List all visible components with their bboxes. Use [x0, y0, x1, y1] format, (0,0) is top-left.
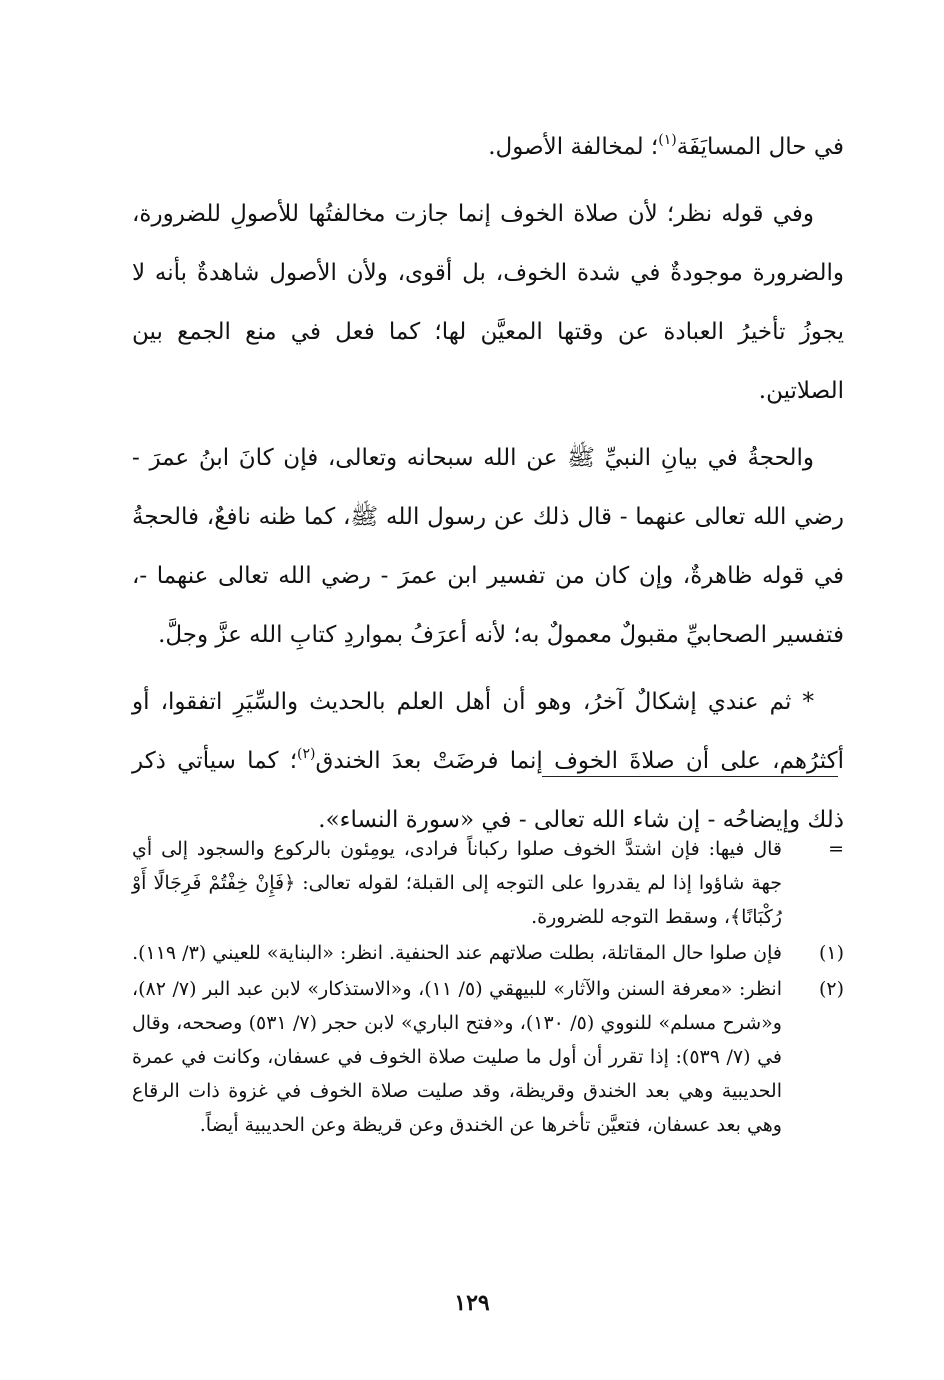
paragraph-3: والحجةُ في بيانِ النبيِّ ﷺ عن الله سبحانه وتعالى، فإن كانَ ابنُ عمرَ - رضي الله تعالى عنهما - قال ذلك عن رسول الله ﷺ، كما ظنه نافعٌ، فالحجةُ في قوله ظاهرةٌ، وإن كان من تفسير ابن عمرَ - رضي الله تعالى عنهما -، فتفسير الصحابيِّ مقبولٌ معمولٌ به؛ لأنه أعرَفُ بمواردِ كتابِ الله عزَّ وجلَّ.	[132, 445, 844, 648]
footnote-text: فإن صلوا حال المقاتلة، بطلت صلاتهم عند الحنفية. انظر: «البناية» للعيني (٣/ ١١٩).	[132, 942, 782, 964]
paragraph-2: وفي قوله نظر؛ لأن صلاة الخوف إنما جازت مخالفتُها للأصولِ للضرورة، والضرورة موجودةٌ في شدة الخوف، بل أقوى، ولأن الأصول شاهدةٌ بأنه لا يجوزُ تأخيرُ العبادة عن وقتها المعيَّن لها؛ كما فعل في منع الجمع بين الصلاتين.	[132, 201, 844, 404]
footnote-ref-2: (٢)	[297, 746, 316, 762]
paragraph-1	[132, 118, 844, 177]
page-number: ١٢٩	[454, 1290, 490, 1316]
main-text	[132, 118, 844, 858]
paragraph-text: ؛ كما سيأتي ذكر ذلك وإيضاحُه - إن شاء الله تعالى - في «سورة النساء».	[132, 748, 844, 833]
footnote-2	[132, 972, 844, 1142]
paragraph-text: * ثم عندي إشكالٌ آخرُ، وهو أن أهل العلم بالحديث والسِّيَرِ اتفقوا، أو أكثرُهم، على أن صلاةَ الخوف إنما فرضَتْ بعدَ الخندق	[132, 689, 844, 774]
footnote-text: انظر: «معرفة السنن والآثار» للبيهقي (٥/ ١١)، و«الاستذكار» لابن عبد البر (٧/ ٨٢)، و«شرح مسلم» للنووي (٥/ ١٣٠)، و«فتح الباري» لابن حجر (٧/ ٥٣١) وصححه، وقال في (٧/ ٥٣٩): إذا تقرر أن أول ما صليت صلاة الخوف في عسفان، وكانت في عمرة الحديبية وهي بعد الخندق وقريظة، وقد صليت صلاة الخوف في غزوة ذات الرقاع وهي بعد عسفان، فتعيَّن تأخرها عن الخندق وعن قريظة وعن الحديبية أيضاً.	[132, 978, 782, 1136]
footnote-marker: (١)	[818, 942, 844, 964]
footnotes	[132, 832, 844, 1144]
footnote-marker: =	[828, 838, 844, 860]
footnote-marker: (٢)	[818, 978, 844, 1000]
footnote-separator	[542, 776, 838, 777]
footnote-1	[132, 936, 844, 970]
paragraph-4	[132, 673, 844, 850]
footnote-text: قال فيها: فإن اشتدَّ الخوف صلوا ركباناً فرادى، يومِئون بالركوع والسجود إلى أي جهة شاؤوا إذا لم يقدروا على التوجه إلى القبلة؛ لقوله تعالى: ﴿فَإِنْ خِفْتُمْ فَرِجَالًا أَوْ رُكْبَانًا﴾، وسقط التوجه للضرورة.	[132, 838, 782, 928]
paragraph-text: ؛ لمخالفة الأصول.	[488, 134, 659, 160]
footnote-ref-1: (١)	[658, 132, 677, 148]
footnote-continued	[132, 832, 844, 934]
paragraph-text: في حال المسايَفَة	[676, 134, 844, 160]
